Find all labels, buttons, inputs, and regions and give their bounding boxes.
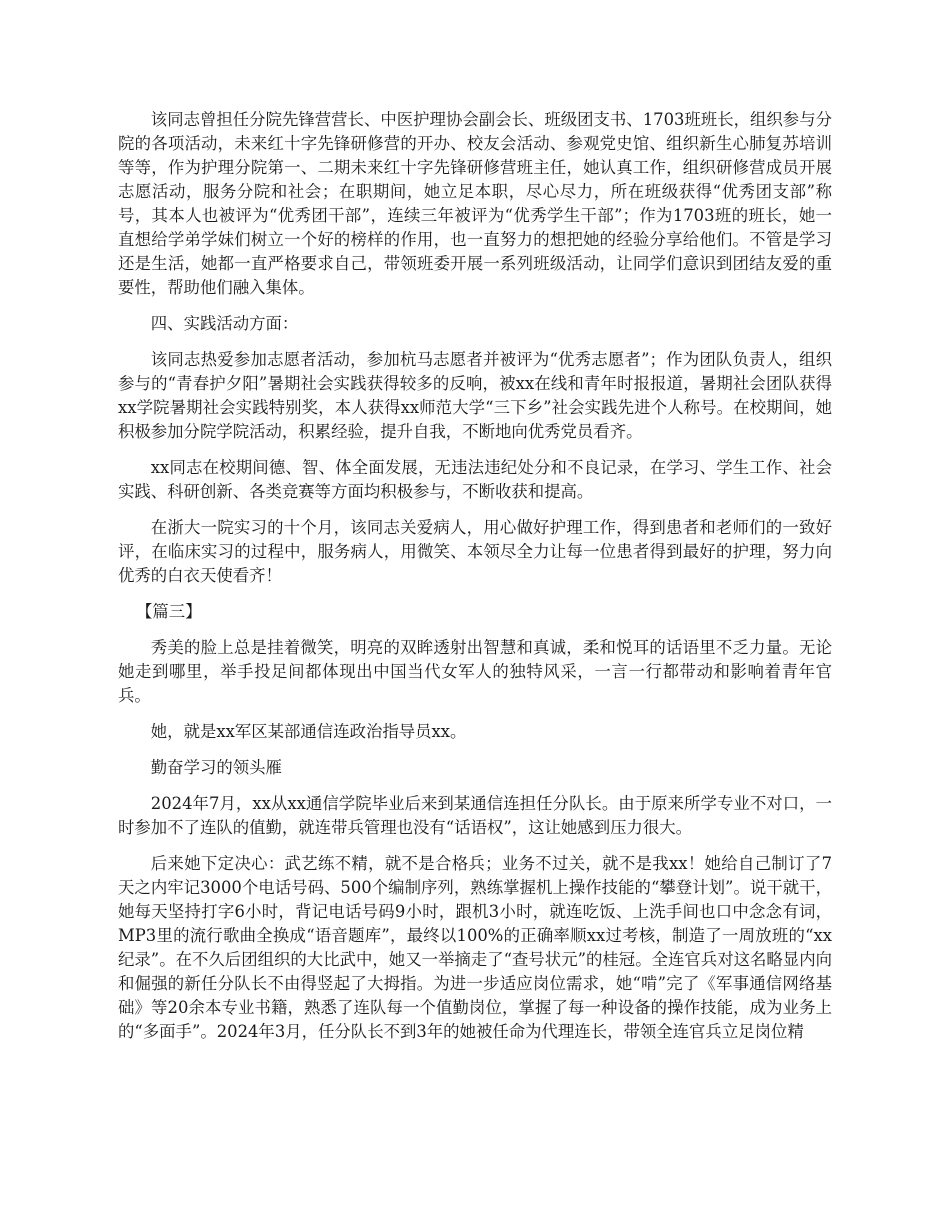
paragraph-identity: 她，就是xx军区某部通信连政治指导员xx。 (150, 722, 467, 741)
paragraph-leadership: 该同志曾担任分院先锋营营长、中医护理协会副会长、班级团支书、1703班班长，组织参与分院的各项活动，未来红十字先锋研修营的开办、校友会活动、参观党史馆、组织新生心肺复苏培训等等，作为护理分院第一、二期未来红十字先锋研修营班主任，她认真工作，组织研修营成员开展志愿活动，服务分院和社会；在职期间，她立足本职，尽心尽力，所在班级获得“优秀团支部”称号，其本人也被评为“优秀团干部”，连续三年被评为“优秀学生干部”；作为1703班的班长，她一直想给学弟学妹们树立一个好的榜样的作用，也一直努力的想把她的经验分享给他们。不管是学习还是生活，她都一直严格要求自己，带领班委开展一系列班级活动，让同学们意识到团结友爱的重要性，帮助他们融入集体。 (118, 110, 832, 297)
paragraph-portrait: 秀美的脸上总是挂着微笑，明亮的双眸透射出智慧和真诚，柔和悦耳的话语里不乏力量。无论她走到哪里，举手投足间都体现出中国当代女军人的独特风采，一言一行都带动和影响着青年官兵。 (118, 638, 832, 705)
section-heading-study: 勤奋学习的领头雁 (150, 758, 282, 777)
paragraph-overall: xx同志在校期间德、智、体全面发展，无违法违纪处分和不良记录，在学习、学生工作、社会实践、科研创新、各类竞赛等方面均积极参与，不断收获和提高。 (118, 458, 832, 501)
section-heading-part3: 【篇三】 (136, 602, 202, 621)
paragraph-determination: 后来她下定决心：武艺练不精，就不是合格兵；业务不过关，就不是我xx！她给自己制订了7天之内牢记3000个电话号码、500个编制序列，熟练掌握机上操作技能的“攀登计划”。说干就干，她每天坚持打字6小时，背记电话号码9小时，跟机3小时，就连吃饭、上洗手间也口中念念有词，MP3里的流行歌曲全换成“语音题库”，最终以100%的正确率顺xx过考核，制造了一周放班的“xx纪录”。在不久后团组织的大比武中，她又一举摘走了“查号状元”的桂冠。全连官兵对这名略显内向和倔强的新任分队长不由得竖起了大拇指。为进一步适应岗位需求，她“啃”完了《军事通信网络基础》等20余本专业书籍，熟悉了连队每一个值勤岗位，掌握了每一种设备的操作技能，成为业务上的“多面手”。2024年3月，任分队长不到3年的她被任命为代理连长，带领全连官兵立足岗位精 (118, 854, 832, 1041)
section-heading-practice: 四、实践活动方面： (150, 314, 299, 333)
paragraph-career-start: 2024年7月，xx从xx通信学院毕业后来到某通信连担任分队长。由于原来所学专业不对口，一时参加不了连队的值勤，就连带兵管理也没有“话语权”，这让她感到压力很大。 (118, 794, 832, 837)
paragraph-volunteer: 该同志热爱参加志愿者活动，参加杭马志愿者并被评为“优秀志愿者”；作为团队负责人，组织参与的“青春护夕阳”暑期社会实践获得较多的反响，被xx在线和青年时报报道，暑期社会团队获得xx学院暑期社会实践特别奖，本人获得xx师范大学“三下乡”社会实践先进个人称号。在校期间，她积极参加分院学院活动，积累经验，提升自我，不断地向优秀党员看齐。 (118, 350, 832, 441)
paragraph-internship: 在浙大一院实习的十个月，该同志关爱病人，用心做好护理工作，得到患者和老师们的一致好评，在临床实习的过程中，服务病人，用微笑、本领尽全力让每一位患者得到最好的护理，努力向优秀的白衣天使看齐！ (118, 518, 832, 585)
